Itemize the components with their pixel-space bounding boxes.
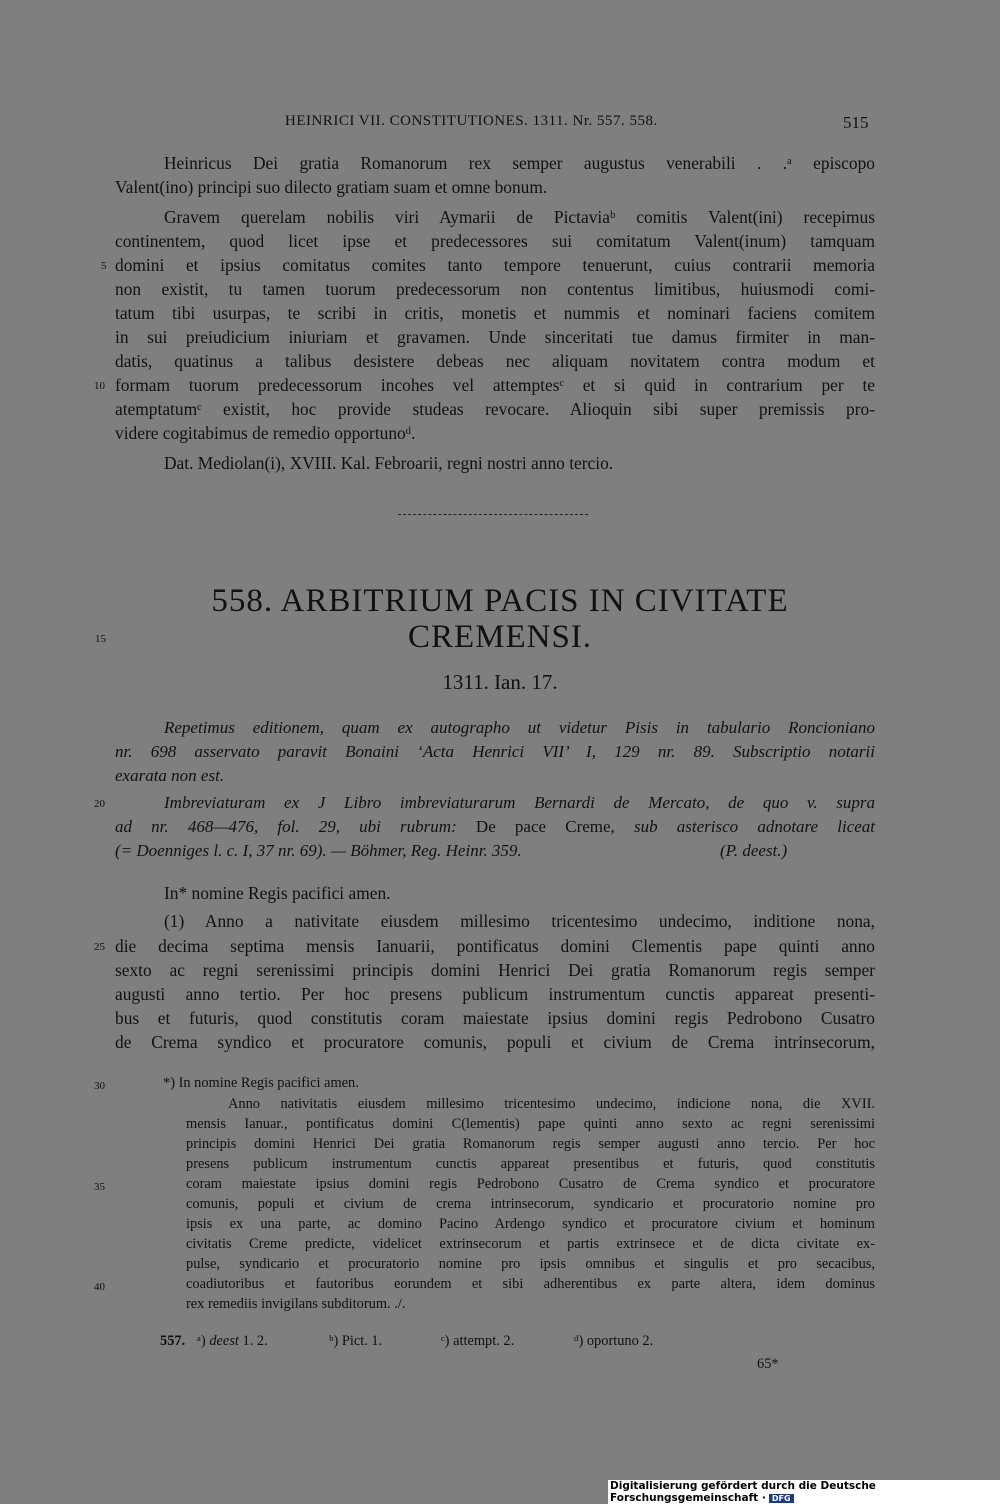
intro-line-2: nr. 698 asservato paravit Bonaini ‘Acta Henrici VII’ I, 129 nr. 89. Subscriptio notarii bbox=[115, 742, 875, 761]
line-number-15: 15 bbox=[95, 633, 106, 645]
intro-p-deest: (P. deest.) bbox=[720, 841, 788, 860]
footnote-line-3: mensis Ianuar., pontificatus domini C(lementis) pape quinti anno sexto ac regni serenissimi bbox=[186, 1116, 875, 1132]
footnote-line-1: *) In nomine Regis pacifici amen. bbox=[163, 1075, 359, 1091]
doc557-line-2: Valent(ino) principi suo dilecto gratiam suam et omne bonum. bbox=[115, 177, 548, 197]
line-number-40: 40 bbox=[94, 1281, 105, 1293]
text-line-4: sexto ac regni serenissimi principis domini Henrici Dei gratia Romanorum regis semper bbox=[115, 960, 875, 980]
apparatus-number: 557. bbox=[160, 1333, 186, 1349]
apparatus-note-a-deest: deest bbox=[209, 1333, 239, 1349]
dfg-logo: DFG bbox=[769, 1494, 794, 1503]
doc558-date: 1311. Ian. 17. bbox=[442, 670, 558, 694]
intro-line-1: Repetimus editionem, quam ex autographo ut videtur Pisis in tabulario Roncioniano bbox=[164, 718, 875, 737]
doc557-line-9: datis, quatinus a talibus desistere debeas nec aliquam novitatem contra modum et bbox=[115, 351, 875, 371]
doc557-line-8: in sui preiudicium iniuriam et gravamen. Unde sinceritati tue damus firmiter in man- bbox=[115, 327, 875, 347]
line-number-25: 25 bbox=[94, 941, 105, 953]
intro-line-4: Imbreviaturam ex J Libro imbreviaturarum Bernardi de Mercato, de quo v. supra bbox=[164, 793, 875, 812]
doc558-title-line-2: CREMENSI. bbox=[407, 619, 593, 655]
doc557-line-5: domini et ipsius comitatus comites tanto tempore tenuerunt, cuius contrarii memoria bbox=[115, 255, 875, 275]
footnote-line-10: pulse, syndicario et procuratorio nomine pro ipsis omnibus et singulis et pro secacibus, bbox=[186, 1256, 875, 1272]
footnote-line-9: civitatis Creme predicte, videlicet extrinsecorum et partis extrinsece et de dicta civitate ex- bbox=[186, 1236, 875, 1252]
dfg-funding-notice bbox=[608, 1480, 1000, 1504]
doc558-title-line-1: 558. ARBITRIUM PACIS IN CIVITATE bbox=[211, 583, 789, 619]
signature-mark: 65* bbox=[757, 1356, 779, 1372]
footnote-line-12: rex remediis invigilans subditorum. ./. bbox=[186, 1296, 406, 1312]
apparatus-note-a bbox=[197, 1333, 268, 1350]
footnote-line-6: coram maiestate ipsius domini regis Pedrobono Cusatro de Crema syndico et procuratore bbox=[186, 1176, 875, 1192]
footnote-line-7: comunis, populi et civium de crema intrinsecorum, syndicario et procuratorio nomine pro bbox=[186, 1196, 875, 1212]
doc557-line-3: Gravem querelam nobilis viri Aymarii de Pictaviaᵇ comitis Valent(ini) recepimus bbox=[164, 207, 875, 227]
intro-line-5-part-c: sub asterisco adnotare liceat bbox=[633, 817, 876, 836]
intro-line-6: (= Doenniges l. c. I, 37 nr. 69). — Böhmer, Reg. Heinr. 359. bbox=[115, 841, 522, 860]
text-line-2: (1) Anno a nativitate eiusdem millesimo tricentesimo undecimo, inditione nona, bbox=[164, 911, 875, 931]
line-number-35: 35 bbox=[94, 1181, 105, 1193]
apparatus-note-d: ᵈ) oportuno 2. bbox=[574, 1333, 654, 1349]
doc557-line-1: Heinricus Dei gratia Romanorum rex semper augustus venerabili . .ᵃ episcopo bbox=[164, 153, 875, 173]
apparatus-note-b: ᵇ) Pict. 1. bbox=[329, 1333, 383, 1349]
intro-line-3: exarata non est. bbox=[115, 766, 225, 785]
footnote-line-11: coadiutoribus et fautoribus eorundem et sibi adherentibus ex parte altera, idem dominus bbox=[186, 1276, 875, 1292]
footnote-line-4: principis domini Henrici Dei gratia Romanorum regis semper augusti anno tercio. Per hoc bbox=[186, 1136, 875, 1152]
doc557-dating: Dat. Mediolan(i), XVIII. Kal. Febroarii, regni nostri anno tercio. bbox=[164, 453, 614, 473]
intro-line-5-part-a: ad nr. 468—476, fol. 29, ubi rubrum: bbox=[115, 817, 457, 836]
apparatus-note-a-sigil: ᵃ) bbox=[197, 1333, 206, 1349]
text-line-5: augusti anno tertio. Per hoc presens publicum instrumentum cunctis appareat presenti- bbox=[115, 984, 875, 1004]
line-number-10: 10 bbox=[94, 380, 105, 392]
text-line-7: de Crema syndico et procuratore comunis, populi et civium de Crema intrinsecorum, bbox=[115, 1032, 875, 1052]
doc557-line-10: formam tuorum predecessorum incohes vel attemptesᶜ et si quid in contrarium per te bbox=[115, 375, 875, 395]
doc557-line-12: videre cogitabimus de remedio opportunoᵈ. bbox=[115, 423, 416, 443]
footnote-line-5: presens publicum instrumentum cunctis appareat presentibus et futuris, quod constitutis bbox=[186, 1156, 875, 1172]
apparatus-note-a-rest: 1. 2. bbox=[242, 1333, 268, 1349]
doc557-line-6: non existit, tu tamen tuorum predecessorum non contentus limitibus, huiusmodi comi- bbox=[115, 279, 875, 299]
running-title: HEINRICI VII. CONSTITUTIONES. 1311. Nr. 557. 558. bbox=[285, 113, 658, 129]
doc557-line-4: continentem, quod licet ipse et predecessores sui comitatum Valent(inum) tamquam bbox=[115, 231, 875, 251]
dfg-funding-text: Digitalisierung gefördert durch die Deutsche Forschungsgemeinschaft · bbox=[610, 1480, 876, 1504]
footnote-line-8: ipsis ex una parte, ac domino Pacino Ardengo syndico et procuratore civium et hominum bbox=[186, 1216, 875, 1232]
intro-rubric: De pace Creme, bbox=[475, 817, 615, 836]
line-number-20: 20 bbox=[94, 798, 105, 810]
doc557-line-7: tatum tibi usurpas, te scribi in critis, monetis et nummis et nominari faciens comitem bbox=[115, 303, 875, 323]
section-separator bbox=[398, 514, 588, 515]
intro-line-5 bbox=[115, 817, 875, 837]
doc557-line-11: atemptatumᶜ existit, hoc provide studeas revocare. Alioquin sibi super premissis pro- bbox=[115, 399, 875, 419]
text-line-6: bus et futuris, quod constitutis coram maiestate ipsius domini regis Pedrobono Cusatro bbox=[115, 1008, 875, 1028]
line-number-30: 30 bbox=[94, 1080, 105, 1092]
line-number-5: 5 bbox=[101, 260, 107, 272]
text-line-1: In* nomine Regis pacifici amen. bbox=[164, 883, 391, 903]
footnote-line-2: Anno nativitatis eiusdem millesimo tricentesimo undecimo, indicione nona, die XVII. bbox=[228, 1096, 875, 1112]
page-number: 515 bbox=[843, 113, 869, 132]
apparatus-note-c: ᶜ) attempt. 2. bbox=[441, 1333, 515, 1349]
text-line-3: die decima septima mensis Ianuarii, pontificatus domini Clementis pape quinti anno bbox=[115, 936, 875, 956]
